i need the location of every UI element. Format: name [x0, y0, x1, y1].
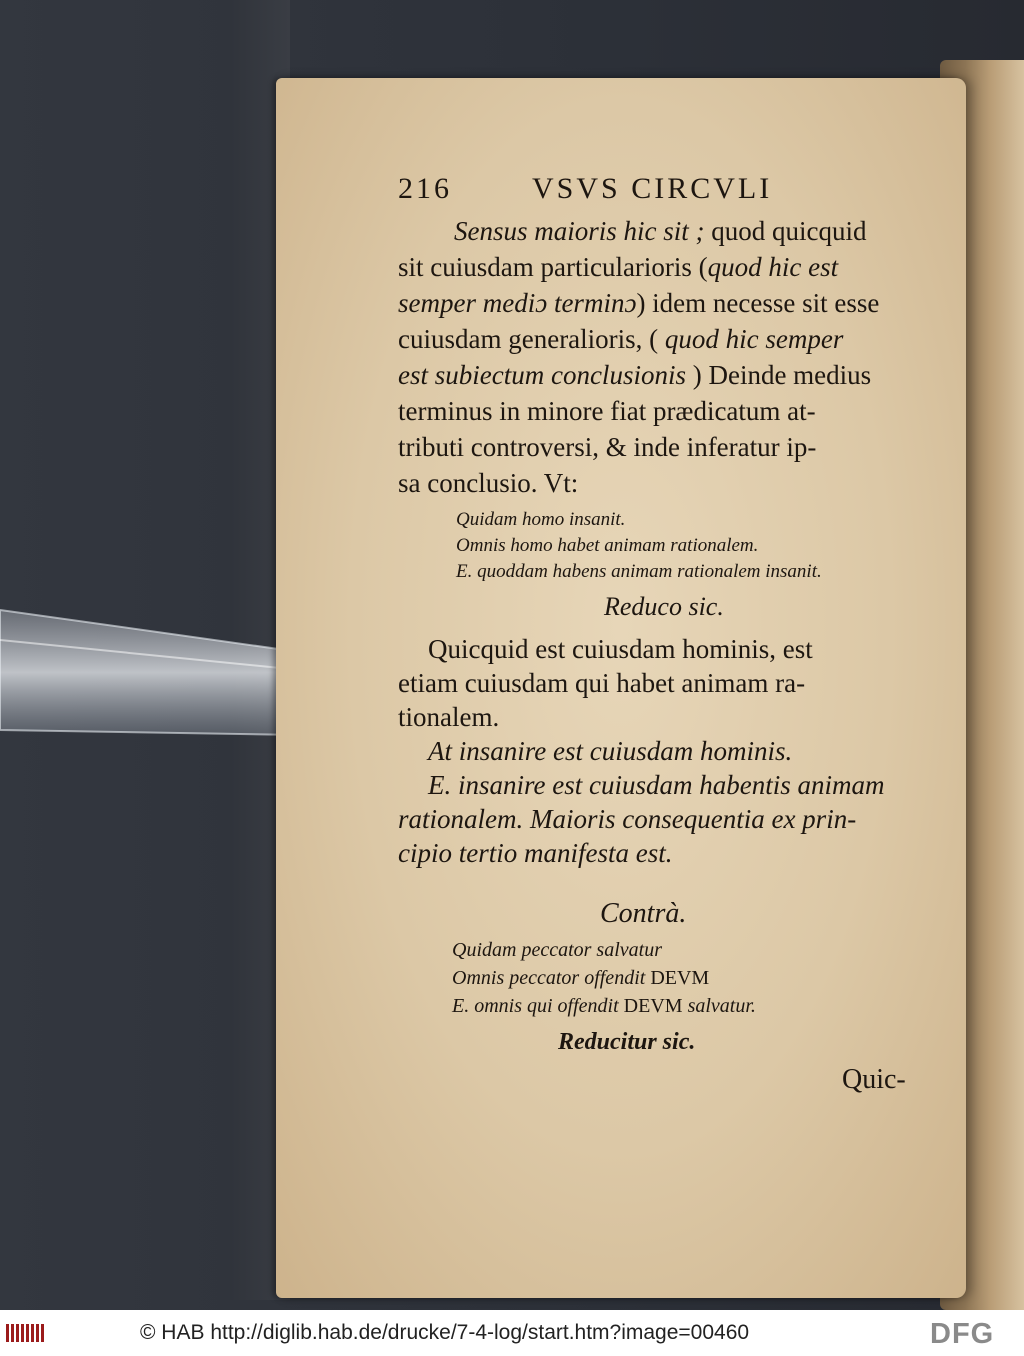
reduction-line-segment: tionalem. [398, 702, 500, 732]
contra-line [452, 968, 709, 988]
text-line-segment: ) idem necesse sit esse [636, 288, 880, 318]
text-line-segment: quod hic est [707, 252, 839, 282]
running-head: VSVS CIRCVLI [532, 172, 773, 205]
contra-line-segment: DEVM [623, 995, 683, 1017]
text-line [398, 470, 578, 497]
text-line-segment: cuiusdam generalioris, ( [398, 324, 665, 354]
reduction-line [398, 806, 856, 833]
reduction-line [398, 670, 805, 697]
reduction-line [398, 840, 672, 867]
reduction-line-segment: rationalem. Maioris consequentia ex prin- [398, 804, 857, 834]
reduction-line [398, 704, 499, 731]
reduction-line [428, 636, 813, 663]
reducitur-heading: Reducitur sic. [558, 1029, 696, 1055]
reduction-line-segment: At insanire est cuiusdam hominis. [428, 736, 793, 766]
text-line-segment: quod hic semper [664, 324, 844, 354]
contra-heading: Contrà. [600, 898, 687, 929]
syllogism-line: Omnis homo habet animam rationalem. [456, 535, 759, 556]
text-line-segment: est subiectum conclusionis [398, 360, 686, 390]
contra-line-segment: Omnis peccator offendit [452, 967, 651, 989]
text-line-segment: sa conclusio. Vt: [398, 468, 579, 498]
hab-logo-icon [6, 1322, 48, 1344]
syllogism-line: Quidam homo insanit. [456, 509, 626, 530]
contra-line-segment: Quidam peccator salvatur [452, 939, 662, 961]
text-line-segment: semper mediɔ terminɔ [398, 288, 637, 318]
contra-line-segment: E. omnis qui offendit [452, 995, 624, 1017]
syllogism-line: E. quoddam habens animam rationalem insanit. [456, 561, 822, 582]
text-line-segment: quod quicquid [704, 216, 867, 246]
contra-line [452, 940, 662, 960]
reduction-line-segment: E. insanire est cuiusdam habentis animam [428, 770, 885, 800]
contra-line-segment: DEVM [650, 967, 710, 989]
text-line-segment: Sensus maioris hic sit ; [454, 216, 705, 246]
reduction-line-segment: cipio tertio manifesta est. [398, 838, 673, 868]
reduction-line [428, 738, 792, 765]
text-line-segment: sit cuiusdam particularioris ( [398, 252, 708, 282]
footer-bar [0, 1310, 1024, 1356]
text-line-segment: ) Deinde medius [685, 360, 872, 390]
text-line [398, 434, 816, 461]
contra-line [452, 996, 756, 1016]
catchword: Quic- [842, 1064, 906, 1095]
reduction-line-segment: etiam cuiusdam qui habet animam ra- [398, 668, 806, 698]
reduction-line-segment: Quicquid est cuiusdam hominis, est [428, 634, 813, 664]
reduction-line [428, 772, 884, 799]
reduco-heading: Reduco sic. [604, 592, 724, 621]
dfg-logo: DFG [930, 1318, 995, 1350]
text-line [398, 326, 843, 353]
text-line-segment: tributi controversi, & inde inferatur ip- [398, 432, 817, 462]
text-line [398, 254, 838, 281]
contra-line-segment: salvatur. [682, 995, 756, 1017]
copyright-url[interactable]: © HAB http://diglib.hab.de/drucke/7-4-log/start.htm?image=00460 [140, 1321, 750, 1344]
text-line [398, 398, 816, 425]
page-number: 216 [398, 172, 452, 205]
text-line [398, 362, 871, 389]
book-page [276, 78, 966, 1298]
text-line-segment: terminus in minore fiat prædicatum at- [398, 396, 816, 426]
text-line [454, 218, 867, 245]
text-line [398, 290, 879, 317]
